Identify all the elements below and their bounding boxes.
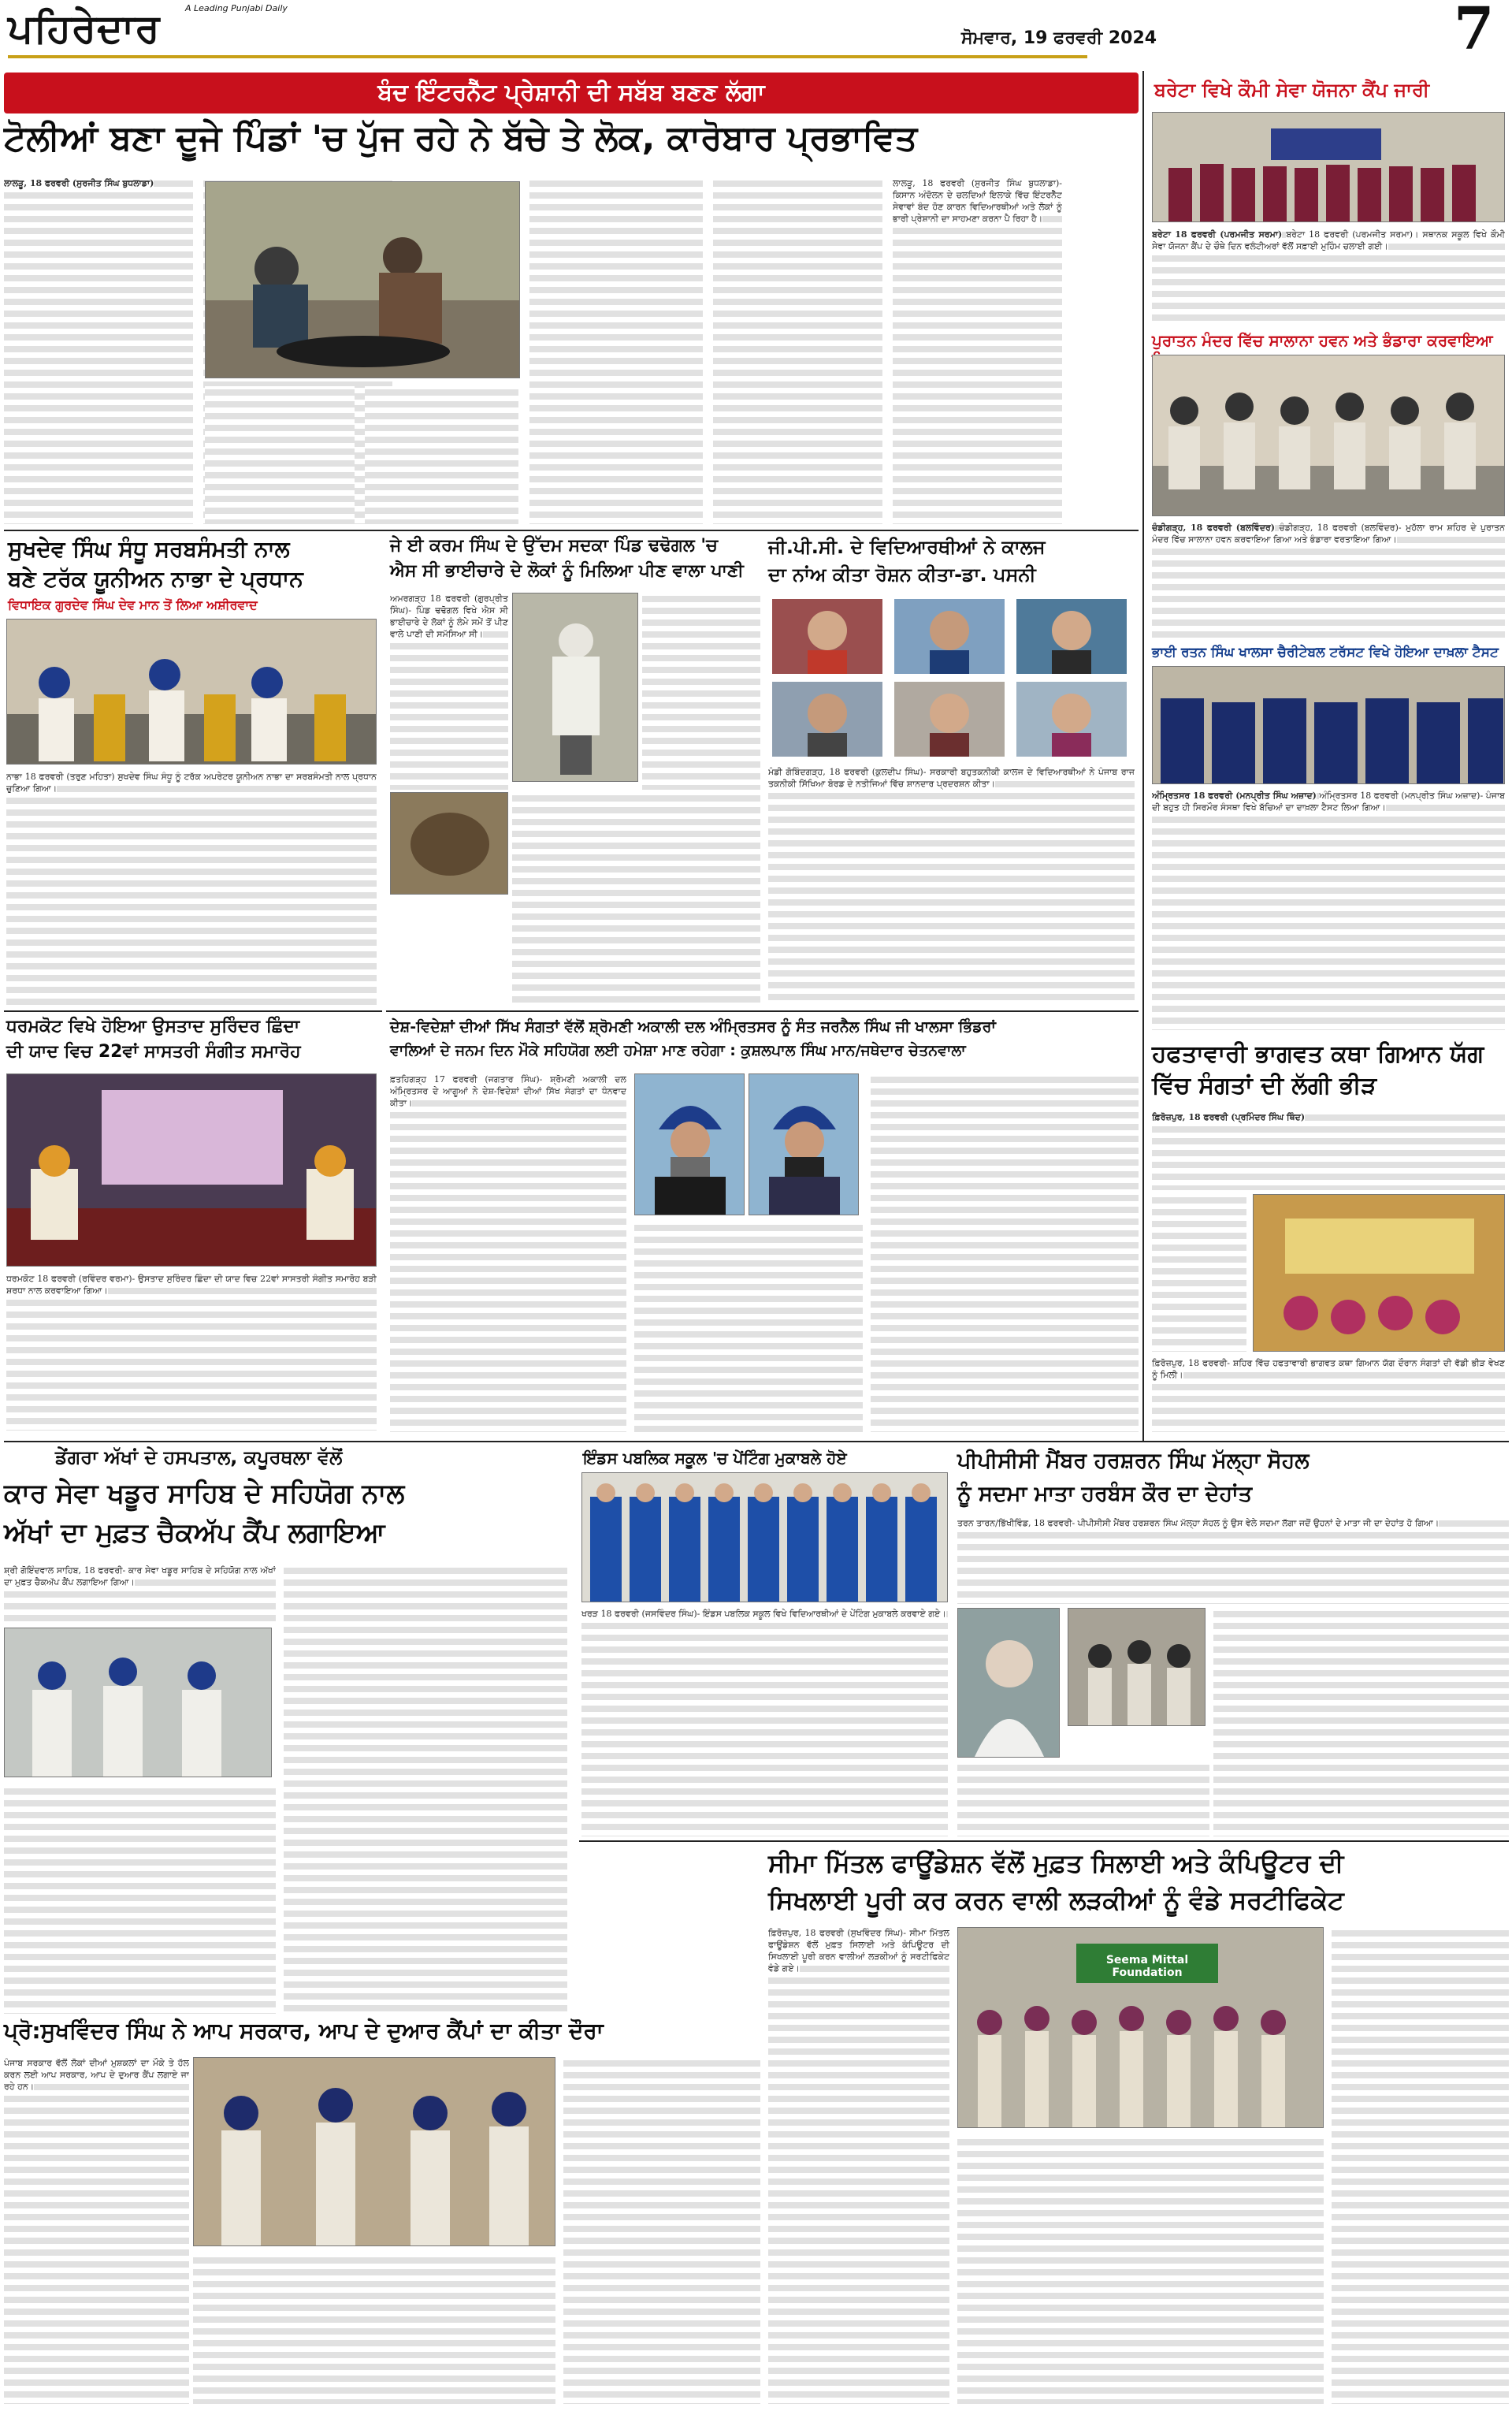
bottom-right-text-a bbox=[768, 1927, 949, 2404]
bottom-left-photo bbox=[193, 2057, 555, 2246]
page-number: 7 bbox=[1454, 0, 1495, 63]
music-photo-image bbox=[7, 1074, 377, 1267]
sikh-text-a bbox=[390, 1073, 626, 1432]
foundation-banner-text: Seema Mittal Foundation bbox=[1105, 1954, 1189, 1979]
right-fourth-text-b bbox=[1152, 1194, 1246, 1352]
mid-center-text-b bbox=[642, 593, 760, 790]
masthead-rule bbox=[8, 55, 1087, 58]
right-mid-body: ਚੰਡੀਗੜ੍ਹ, 18 ਫਰਵਰੀ (ਬਲਵਿੰਦਰ)- ਮੁਹੱਲਾ ਰਾਮ ਸ਼ਹਿਰ ਦੇ ਪੁਰਾਤਨ ਮੰਦਰ ਵਿੱਚ ਸਾਲਾਨਾ ਹਵਨ ਕਰਵਾਇਆ ਗਿਆ ਅਤੇ ਭੰਡਾਰਾ ਵਰਤਾਇਆ ਗਿਆ। bbox=[1152, 523, 1505, 545]
ppcc-text-a bbox=[957, 1517, 1509, 1604]
right-fourth-photo bbox=[1253, 1194, 1505, 1352]
mid-left-headline-2: ਬਣੇ ਟਰੱਕ ਯੂਨੀਅਨ ਨਾਭਾ ਦੇ ਪ੍ਰਧਾਨ bbox=[8, 566, 303, 592]
painting-photo bbox=[581, 1472, 948, 1602]
mid-right-text bbox=[768, 766, 1135, 1003]
sikh-headline-2: ਵਾਲਿਆਂ ਦੇ ਜਨਮ ਦਿਨ ਮੌਕੇ ਸਹਿਯੋਗ ਲਈ ਹਮੇਸ਼ਾ ਮਾਣ ਰਹੇਗਾ : ਕੁਸ਼ਲਪਾਲ ਸਿੰਘ ਮਾਨ/ਜਥੇਦਾਰ ਚੇਤਨਵਾਲਾ bbox=[390, 1042, 966, 1059]
music-body: ਧਰਮਕੋਟ 18 ਫਰਵਰੀ (ਰਵਿੰਦਰ ਵਰਮਾ)- ਉਸਤਾਦ ਸੁਰਿੰਦਰ ਛਿੰਦਾ ਦੀ ਯਾਦ ਵਿਚ 22ਵਾਂ ਸਾਸਤਰੀ ਸੰਗੀਤ ਸਮਾਰੋਹ ਬੜੀ ਸ਼ਰਧਾ ਨਾਲ ਕਰਵਾਇਆ ਗਿਆ। bbox=[6, 1274, 377, 1296]
mid-right-headline-1: ਜੀ.ਪੀ.ਸੀ. ਦੇ ਵਿਦਿਆਰਥੀਆਂ ਨੇ ਕਾਲਜ bbox=[768, 536, 1046, 558]
painting-headline: ਇੰਡਸ ਪਬਲਿਕ ਸਕੂਲ 'ਚ ਪੇਂਟਿੰਗ ਮੁਕਾਬਲੇ ਹੋਏ bbox=[583, 1449, 847, 1468]
lead-headline: ਟੋਲੀਆਂ ਬਣਾ ਦੂਜੇ ਪਿੰਡਾਂ 'ਚ ਪੁੱਜ ਰਹੇ ਨੇ ਬੱਚੇ ਤੇ ਲੋਕ, ਕਾਰੋਬਾਰ ਪ੍ਰਭਾਵਿਤ bbox=[4, 118, 918, 158]
ppcc-headline-2: ਨੂੰ ਸਦਮਾ ਮਾਤਾ ਹਰਬੰਸ ਕੌਰ ਦਾ ਦੇਹਾਂਤ bbox=[957, 1482, 1253, 1506]
bottom-right-photo bbox=[957, 1927, 1324, 2128]
right-third-dateline: ਅੰਮ੍ਰਿਤਸਰ 18 ਫਰਵਰੀ (ਮਨਪ੍ਰੀਤ ਸਿੰਘ ਅਜ਼ਾਦ) bbox=[1152, 791, 1317, 801]
mid-left-text bbox=[6, 771, 377, 1007]
right-column-divider bbox=[1142, 71, 1144, 1442]
bottom-right-text-c bbox=[1332, 1927, 1509, 2404]
bottom-left-text-b bbox=[193, 2254, 555, 2404]
lead-body: ਲਾਲੜੂ, 18 ਫਰਵਰੀ (ਸੁਰਜੀਤ ਸਿੰਘ ਬੁਧਲਾਡਾ)- ਕਿਸਾਨ ਅੰਦੋਲਨ ਦੇ ਚਲਦਿਆਂ ਇਲਾਕੇ ਵਿੱਚ ਇੰਟਰਨੈੱਟ ਸੇਵਾਵਾਂ ਬੰਦ ਹੋਣ ਕਾਰਨ ਵਿਦਿਆਰਥੀਆਂ ਅਤੇ ਲੋਕਾਂ ਨੂੰ ਭਾਰੀ ਪ੍ਰੇਸ਼ਾਨੀ ਦਾ ਸਾਹਮਣਾ ਕਰਨਾ ਪੈ ਰਿਹਾ ਹੈ। bbox=[893, 178, 1062, 224]
bottom-row-divider bbox=[579, 1840, 1509, 1842]
right-third-body: ਅੰਮ੍ਰਿਤਸਰ 18 ਫਰਵਰੀ (ਮਨਪ੍ਰੀਤ ਸਿੰਘ ਅਜ਼ਾਦ)- ਪੰਜਾਬ ਦੀ ਬਹੁਤ ਹੀ ਸਿਰਮੌਰ ਸੰਸਥਾ ਵਿਖੇ ਬੱਚਿਆਂ ਦਾ ਦਾਖ਼ਲਾ ਟੈਸਟ ਲਿਆ ਗਿਆ। bbox=[1152, 791, 1505, 813]
mid-left-body: ਨਾਭਾ 18 ਫਰਵਰੀ (ਤਰੁਣ ਮਹਿਤਾ) ਸੁਖਦੇਵ ਸਿੰਘ ਸੰਧੂ ਨੂੰ ਟਰੱਕ ਅਪਰੇਟਰ ਯੂਨੀਅਨ ਨਾਭਾ ਦਾ ਸਰਬਸੰਮਤੀ ਨਾਲ ਪ੍ਰਧਾਨ ਚੁਣਿਆ ਗਿਆ। bbox=[6, 772, 377, 794]
right-third-headline: ਭਾਈ ਰਤਨ ਸਿੰਘ ਖਾਲਸਾ ਚੈਰੀਟੇਬਲ ਟਰੱਸਟ ਵਿਖੇ ਹੋਇਆ ਦਾਖ਼ਲਾ ਟੈਸਟ bbox=[1152, 645, 1499, 660]
bottom-right-headline-2: ਸਿਖਲਾਈ ਪੂਰੀ ਕਰ ਕਰਨ ਵਾਲੀ ਲੜਕੀਆਂ ਨੂੰ ਵੰਡੇ ਸਰਟੀਫਿਕੇਟ bbox=[768, 1885, 1344, 1915]
masthead-date: ਸੋਮਵਾਰ, 19 ਫਰਵਰੀ 2024 bbox=[961, 28, 1157, 48]
ppcc-portrait bbox=[957, 1608, 1060, 1758]
sikh-photo-2 bbox=[749, 1073, 859, 1215]
eye-camp-photo bbox=[4, 1628, 272, 1777]
right-mid-text bbox=[1152, 522, 1505, 640]
ppcc-body: ਤਰਨ ਤਾਰਨ/ਭਿੱਖੀਵਿੰਡ, 18 ਫਰਵਰੀ- ਪੀਪੀਸੀਸੀ ਮੈਂਬਰ ਹਰਸ਼ਰਨ ਸਿੰਘ ਮੱਲ੍ਹਾ ਸੋਹਲ ਨੂੰ ਉਸ ਵੇਲੇ ਸਦਮਾ ਲੱਗਾ ਜਦੋਂ ਉਹਨਾਂ ਦੇ ਮਾਤਾ ਜੀ ਦਾ ਦੇਹਾਂਤ ਹੋ ਗਿਆ। bbox=[957, 1518, 1440, 1528]
mid-left-photo bbox=[6, 619, 377, 765]
ppcc-text-b bbox=[1213, 1608, 1509, 1836]
right-third-photo-image bbox=[1153, 667, 1505, 784]
eye-camp-text-b bbox=[284, 1565, 567, 2014]
lead-dateline: ਲਾਲੜੂ, 18 ਫਰਵਰੀ (ਸੁਰਜੀਤ ਸਿੰਘ ਬੁਧਲਾਡਾ) bbox=[4, 178, 154, 188]
mid-center-headline-2: ਐਸ ਸੀ ਭਾਈਚਾਰੇ ਦੇ ਲੋਕਾਂ ਨੂੰ ਮਿਲਿਆ ਪੀਣ ਵਾਲਾ ਪਾਣੀ bbox=[390, 561, 744, 581]
painting-body: ਖਰੜ 18 ਫਰਵਰੀ (ਜਸਵਿੰਦਰ ਸਿੰਘ)- ਇੰਡਸ ਪਬਲਿਕ ਸਕੂਲ ਵਿਖੇ ਵਿਦਿਆਰਥੀਆਂ ਦੇ ਪੇਂਟਿੰਗ ਮੁਕਾਬਲੇ ਕਰਵਾਏ ਗਏ। bbox=[581, 1609, 946, 1619]
ppcc-photo-2-image bbox=[1068, 1609, 1206, 1726]
right-top-dateline: ਬਰੇਟਾ 18 ਫਰਵਰੀ (ਪਰਮਜੀਤ ਸਰਮਾ) bbox=[1152, 229, 1283, 240]
top-banner: ਬੰਦ ਇੰਟਰਨੈੱਟ ਪ੍ਰੇਸ਼ਾਨੀ ਦੀ ਸਬੱਬ ਬਣਣ ਲੱਗਾ bbox=[4, 73, 1139, 113]
right-mid-dateline: ਚੰਡੀਗੜ੍ਹ, 18 ਫਰਵਰੀ (ਬਲਵਿੰਦਰ) bbox=[1152, 523, 1275, 533]
right-fourth-text-a bbox=[1152, 1111, 1505, 1190]
right-mid-photo bbox=[1152, 355, 1505, 516]
mid-center-headline-1: ਜੇ ਈ ਕਰਮ ਸਿੰਘ ਦੇ ਉੱਦਮ ਸਦਕਾ ਪਿੰਡ ਢਢੋਗਲ 'ਚ bbox=[390, 536, 718, 556]
mid-right-portraits bbox=[768, 595, 1135, 761]
bottom-divider bbox=[4, 1441, 1509, 1442]
right-top-headline: ਬਰੇਟਾ ਵਿਖੇ ਕੌਮੀ ਸੇਵਾ ਯੋਜਨਾ ਕੈਂਪ ਜਾਰੀ bbox=[1154, 79, 1430, 101]
music-photo bbox=[6, 1073, 377, 1267]
sikh-body: ਫ਼ਤਹਿਗੜ੍ਹ 17 ਫਰਵਰੀ (ਜਗਤਾਰ ਸਿੰਘ)- ਸ਼੍ਰੋਮਣੀ ਅਕਾਲੀ ਦਲ ਅੰਮ੍ਰਿਤਸਰ ਦੇ ਆਗੂਆਂ ਨੇ ਦੇਸ਼-ਵਿਦੇਸ਼ਾਂ ਦੀਆਂ ਸਿੱਖ ਸੰਗਤਾਂ ਦਾ ਧੰਨਵਾਦ ਕੀਤਾ। bbox=[390, 1074, 626, 1108]
mid-left-subhead: ਵਿਧਾਇਕ ਗੁਰਦੇਵ ਸਿੰਘ ਦੇਵ ਮਾਨ ਤੋਂ ਲਿਆ ਅਸ਼ੀਰਵਾਦ bbox=[8, 597, 258, 612]
mid-left-headline-1: ਸੁਖਦੇਵ ਸਿੰਘ ਸੰਧੂ ਸਰਬਸੰਮਤੀ ਨਾਲ bbox=[8, 536, 290, 562]
mid-center-body: ਅਮਰਗੜ੍ਹ 18 ਫਰਵਰੀ (ਗੁਰਪ੍ਰੀਤ ਸਿੰਘ)- ਪਿੰਡ ਢਢੋਗਲ ਵਿਖੇ ਐਸ ਸੀ ਭਾਈਚਾਰੇ ਦੇ ਲੋਕਾਂ ਨੂੰ ਲੰਮੇ ਸਮੇਂ ਤੋਂ ਪੀਣ ਵਾਲੇ ਪਾਣੀ ਦੀ ਸਮੱਸਿਆ ਸੀ। bbox=[390, 593, 508, 639]
music-headline-1: ਧਰਮਕੋਟ ਵਿਖੇ ਹੋਇਆ ਉਸਤਾਦ ਸੁਰਿੰਦਰ ਛਿੰਦਾ bbox=[6, 1017, 300, 1036]
bottom-left-text-a bbox=[4, 2057, 189, 2404]
painting-photo-image bbox=[582, 1473, 948, 1602]
bottom-right-body: ਫ਼ਿਰੋਜ਼ਪੁਰ, 18 ਫਰਵਰੀ (ਸੁਖਵਿੰਦਰ ਸਿੰਘ)- ਸੀਮਾ ਮਿੱਤਲ ਫਾਊਂਡੇਸ਼ਨ ਵੱਲੋਂ ਮੁਫ਼ਤ ਸਿਲਾਈ ਅਤੇ ਕੰਪਿਊਟਰ ਦੀ ਸਿਖਲਾਈ ਪੂਰੀ ਕਰਨ ਵਾਲੀਆਂ ਲੜਕੀਆਂ ਨੂੰ ਸਰਟੀਫਿਕੇਟ ਵੰਡੇ ਗਏ। bbox=[768, 1928, 949, 1974]
bottom-left-headline: ਪ੍ਰੋ:ਸੁਖਵਿੰਦਰ ਸਿੰਘ ਨੇ ਆਪ ਸਰਕਾਰ, ਆਪ ਦੇ ਦੁਆਰ ਕੈਂਪਾਂ ਦਾ ਕੀਤਾ ਦੌਰਾ bbox=[4, 2018, 604, 2044]
eye-camp-body: ਸ਼੍ਰੀ ਗੋਇੰਦਵਾਲ ਸਾਹਿਬ, 18 ਫਰਵਰੀ- ਕਾਰ ਸੇਵਾ ਖਡੂਰ ਸਾਹਿਬ ਦੇ ਸਹਿਯੋਗ ਨਾਲ ਅੱਖਾਂ ਦਾ ਮੁਫ਼ਤ ਚੈਕਅੱਪ ਕੈਂਪ ਲਗਾਇਆ ਗਿਆ। bbox=[4, 1565, 276, 1587]
right-fourth-dateline: ਫ਼ਿਰੋਜ਼ਪੁਰ, 18 ਫਰਵਰੀ (ਪ੍ਰਮਿੰਦਰ ਸਿੰਘ ਥਿੰਦ) bbox=[1152, 1112, 1306, 1122]
sikh-headline-1: ਦੇਸ਼-ਵਿਦੇਸ਼ਾਂ ਦੀਆਂ ਸਿੱਖ ਸੰਗਤਾਂ ਵੱਲੋਂ ਸ਼੍ਰੋਮਣੀ ਅਕਾਲੀ ਦਲ ਅੰਮ੍ਰਿਤਸਰ ਨੂੰ ਸੰਤ ਜਰਨੈਲ ਸਿੰਘ ਜੀ ਖਾਲਸਾ ਭਿੰਡਰਾਂ bbox=[390, 1018, 996, 1036]
right-third-photo bbox=[1152, 666, 1505, 784]
lead-text-col5 bbox=[529, 177, 703, 524]
right-top-photo-image bbox=[1153, 113, 1505, 222]
right-mid-headline: ਪੁਰਾਤਨ ਮੰਦਰ ਵਿੱਚ ਸਾਲਾਨਾ ਹਵਨ ਅਤੇ ਭੰਡਾਰਾ ਕਰਵਾਇਆ bbox=[1152, 331, 1493, 350]
lead-text-col4 bbox=[365, 386, 518, 524]
right-fourth-photo-image bbox=[1254, 1195, 1505, 1352]
bottom-left-photo-image bbox=[194, 2058, 555, 2246]
mid-center-photo-2 bbox=[390, 792, 508, 895]
mid-center-text-c bbox=[512, 792, 760, 1007]
lead-text-col7 bbox=[893, 177, 1062, 524]
student-portraits bbox=[768, 595, 1135, 761]
right-top-text bbox=[1152, 229, 1505, 323]
mid-center-photo-image bbox=[513, 593, 638, 782]
lead-photo bbox=[205, 181, 520, 378]
bottom-right-headline-1: ਸੀਮਾ ਮਿੱਤਲ ਫਾਊਂਡੇਸ਼ਨ ਵੱਲੋਂ ਮੁਫ਼ਤ ਸਿਲਾਈ ਅਤੇ ਕੰਪਿਊਟਰ ਦੀ bbox=[768, 1848, 1344, 1878]
ppcc-text-c bbox=[957, 1762, 1209, 1836]
masthead-tagline: A Leading Punjabi Daily bbox=[185, 3, 288, 13]
mid-center-photo-2-image bbox=[391, 793, 508, 895]
sikh-divider bbox=[386, 1010, 1139, 1012]
bottom-left-text-c bbox=[563, 2057, 760, 2404]
lead-photo-image bbox=[206, 182, 520, 378]
sikh-text-c bbox=[871, 1073, 1139, 1432]
lead-text-col6 bbox=[713, 177, 882, 524]
sikh-text-b bbox=[634, 1222, 863, 1432]
music-divider bbox=[4, 1010, 382, 1012]
ppcc-photo-2 bbox=[1068, 1608, 1206, 1726]
right-fourth-text-c bbox=[1152, 1357, 1505, 1432]
masthead-title: ਪਹਿਰੇਦਾਰ bbox=[8, 5, 161, 51]
music-headline-2: ਦੀ ਯਾਦ ਵਿਚ 22ਵਾਂ ਸਾਸਤਰੀ ਸੰਗੀਤ ਸਮਾਰੋਹ bbox=[6, 1042, 301, 1062]
right-fourth-headline: ਹਫਤਾਵਾਰੀ ਭਾਗਵਤ ਕਥਾ ਗਿਆਨ ਯੱਗ ਵਿੱਚ ਸੰਗਤਾਂ ਦੀ ਲੱਗੀ ਭੀੜ bbox=[1152, 1040, 1484, 1099]
eye-camp-text-c bbox=[4, 1785, 276, 2014]
masthead bbox=[0, 0, 1512, 65]
sikh-photo-1-image bbox=[635, 1074, 745, 1215]
music-text bbox=[6, 1273, 377, 1431]
eye-camp-kicker: ਡੇਂਗਰਾ ਅੱਖਾਂ ਦੇ ਹਸਪਤਾਲ, ਕਪੂਰਥਲਾ ਵੱਲੋਂ bbox=[55, 1446, 343, 1468]
lead-text-col1 bbox=[4, 177, 193, 524]
eye-camp-photo-image bbox=[5, 1628, 272, 1777]
eye-camp-headline-2: ਅੱਖਾਂ ਦਾ ਮੁਫ਼ਤ ਚੈਕਅੱਪ ਕੈਂਪ ਲਗਾਇਆ bbox=[4, 1517, 385, 1549]
right-top-photo bbox=[1152, 112, 1505, 222]
ppcc-headline-1: ਪੀਪੀਸੀਸੀ ਮੈਂਬਰ ਹਰਸ਼ਰਨ ਸਿੰਘ ਮੱਲ੍ਹਾ ਸੋਹਲ bbox=[957, 1449, 1310, 1473]
ppcc-portrait-image bbox=[958, 1609, 1060, 1758]
mid-right-headline-2: ਦਾ ਨਾਂਅ ਕੀਤਾ ਰੋਸ਼ਨ ਕੀਤਾ-ਡਾ. ਪਸਨੀ bbox=[768, 564, 1036, 586]
lead-text-col3 bbox=[205, 386, 355, 524]
bottom-right-text-b bbox=[957, 2136, 1324, 2404]
bottom-left-body: ਪੰਜਾਬ ਸਰਕਾਰ ਵੱਲੋਂ ਲੋਕਾਂ ਦੀਆਂ ਮੁਸ਼ਕਲਾਂ ਦਾ ਮੌਕੇ ਤੇ ਹੱਲ ਕਰਨ ਲਈ ਆਪ ਸਰਕਾਰ, ਆਪ ਦੇ ਦੁਆਰ ਕੈਂਪ ਲਗਾਏ ਜਾ ਰਹੇ ਹਨ। bbox=[4, 2058, 189, 2092]
lead-divider bbox=[4, 530, 1139, 531]
right-mid-photo-image bbox=[1153, 355, 1505, 516]
sikh-photo-1 bbox=[634, 1073, 745, 1215]
eye-camp-text-a bbox=[4, 1565, 276, 1624]
right-fourth-body: ਫ਼ਿਰੋਜ਼ਪੁਰ, 18 ਫਰਵਰੀ- ਸ਼ਹਿਰ ਵਿੱਚ ਹਫਤਾਵਾਰੀ ਭਾਗਵਤ ਕਥਾ ਗਿਆਨ ਯੱਗ ਦੌਰਾਨ ਸੰਗਤਾਂ ਦੀ ਵੱਡੀ ਭੀੜ ਵੇਖਣ ਨੂੰ ਮਿਲੀ। bbox=[1152, 1358, 1505, 1380]
sikh-photo-2-image bbox=[749, 1074, 859, 1215]
mid-right-body: ਮੰਡੀ ਗੋਬਿੰਦਗੜ੍ਹ, 18 ਫਰਵਰੀ (ਕੁਲਦੀਪ ਸਿੰਘ)- ਸਰਕਾਰੀ ਬਹੁਤਕਨੀਕੀ ਕਾਲਜ ਦੇ ਵਿਦਿਆਰਥੀਆਂ ਨੇ ਪੰਜਾਬ ਰਾਜ ਤਕਨੀਕੀ ਸਿੱਖਿਆ ਬੋਰਡ ਦੇ ਨਤੀਜਿਆਂ ਵਿੱਚ ਸ਼ਾਨਦਾਰ ਪ੍ਰਦਰਸ਼ਨ ਕੀਤਾ। bbox=[768, 767, 1135, 789]
right-third-text bbox=[1152, 790, 1505, 1030]
right-top-body: ਬਰੇਟਾ 18 ਫਰਵਰੀ (ਪਰਮਜੀਤ ਸਰਮਾ)। ਸਥਾਨਕ ਸਕੂਲ ਵਿਖੇ ਕੌਮੀ ਸੇਵਾ ਯੋਜਨਾ ਕੈਂਪ ਦੇ ਚੌਥੇ ਦਿਨ ਵਲੰਟੀਅਰਾਂ ਵੱਲੋਂ ਸਫ਼ਾਈ ਮੁਹਿੰਮ ਚਲਾਈ ਗਈ। bbox=[1152, 229, 1505, 251]
mid-center-photo bbox=[512, 593, 638, 782]
mid-left-photo-image bbox=[7, 619, 377, 765]
painting-text bbox=[581, 1608, 948, 1836]
eye-camp-headline-1: ਕਾਰ ਸੇਵਾ ਖਡੂਰ ਸਾਹਿਬ ਦੇ ਸਹਿਯੋਗ ਨਾਲ bbox=[4, 1478, 405, 1509]
mid-center-text-a bbox=[390, 593, 508, 790]
